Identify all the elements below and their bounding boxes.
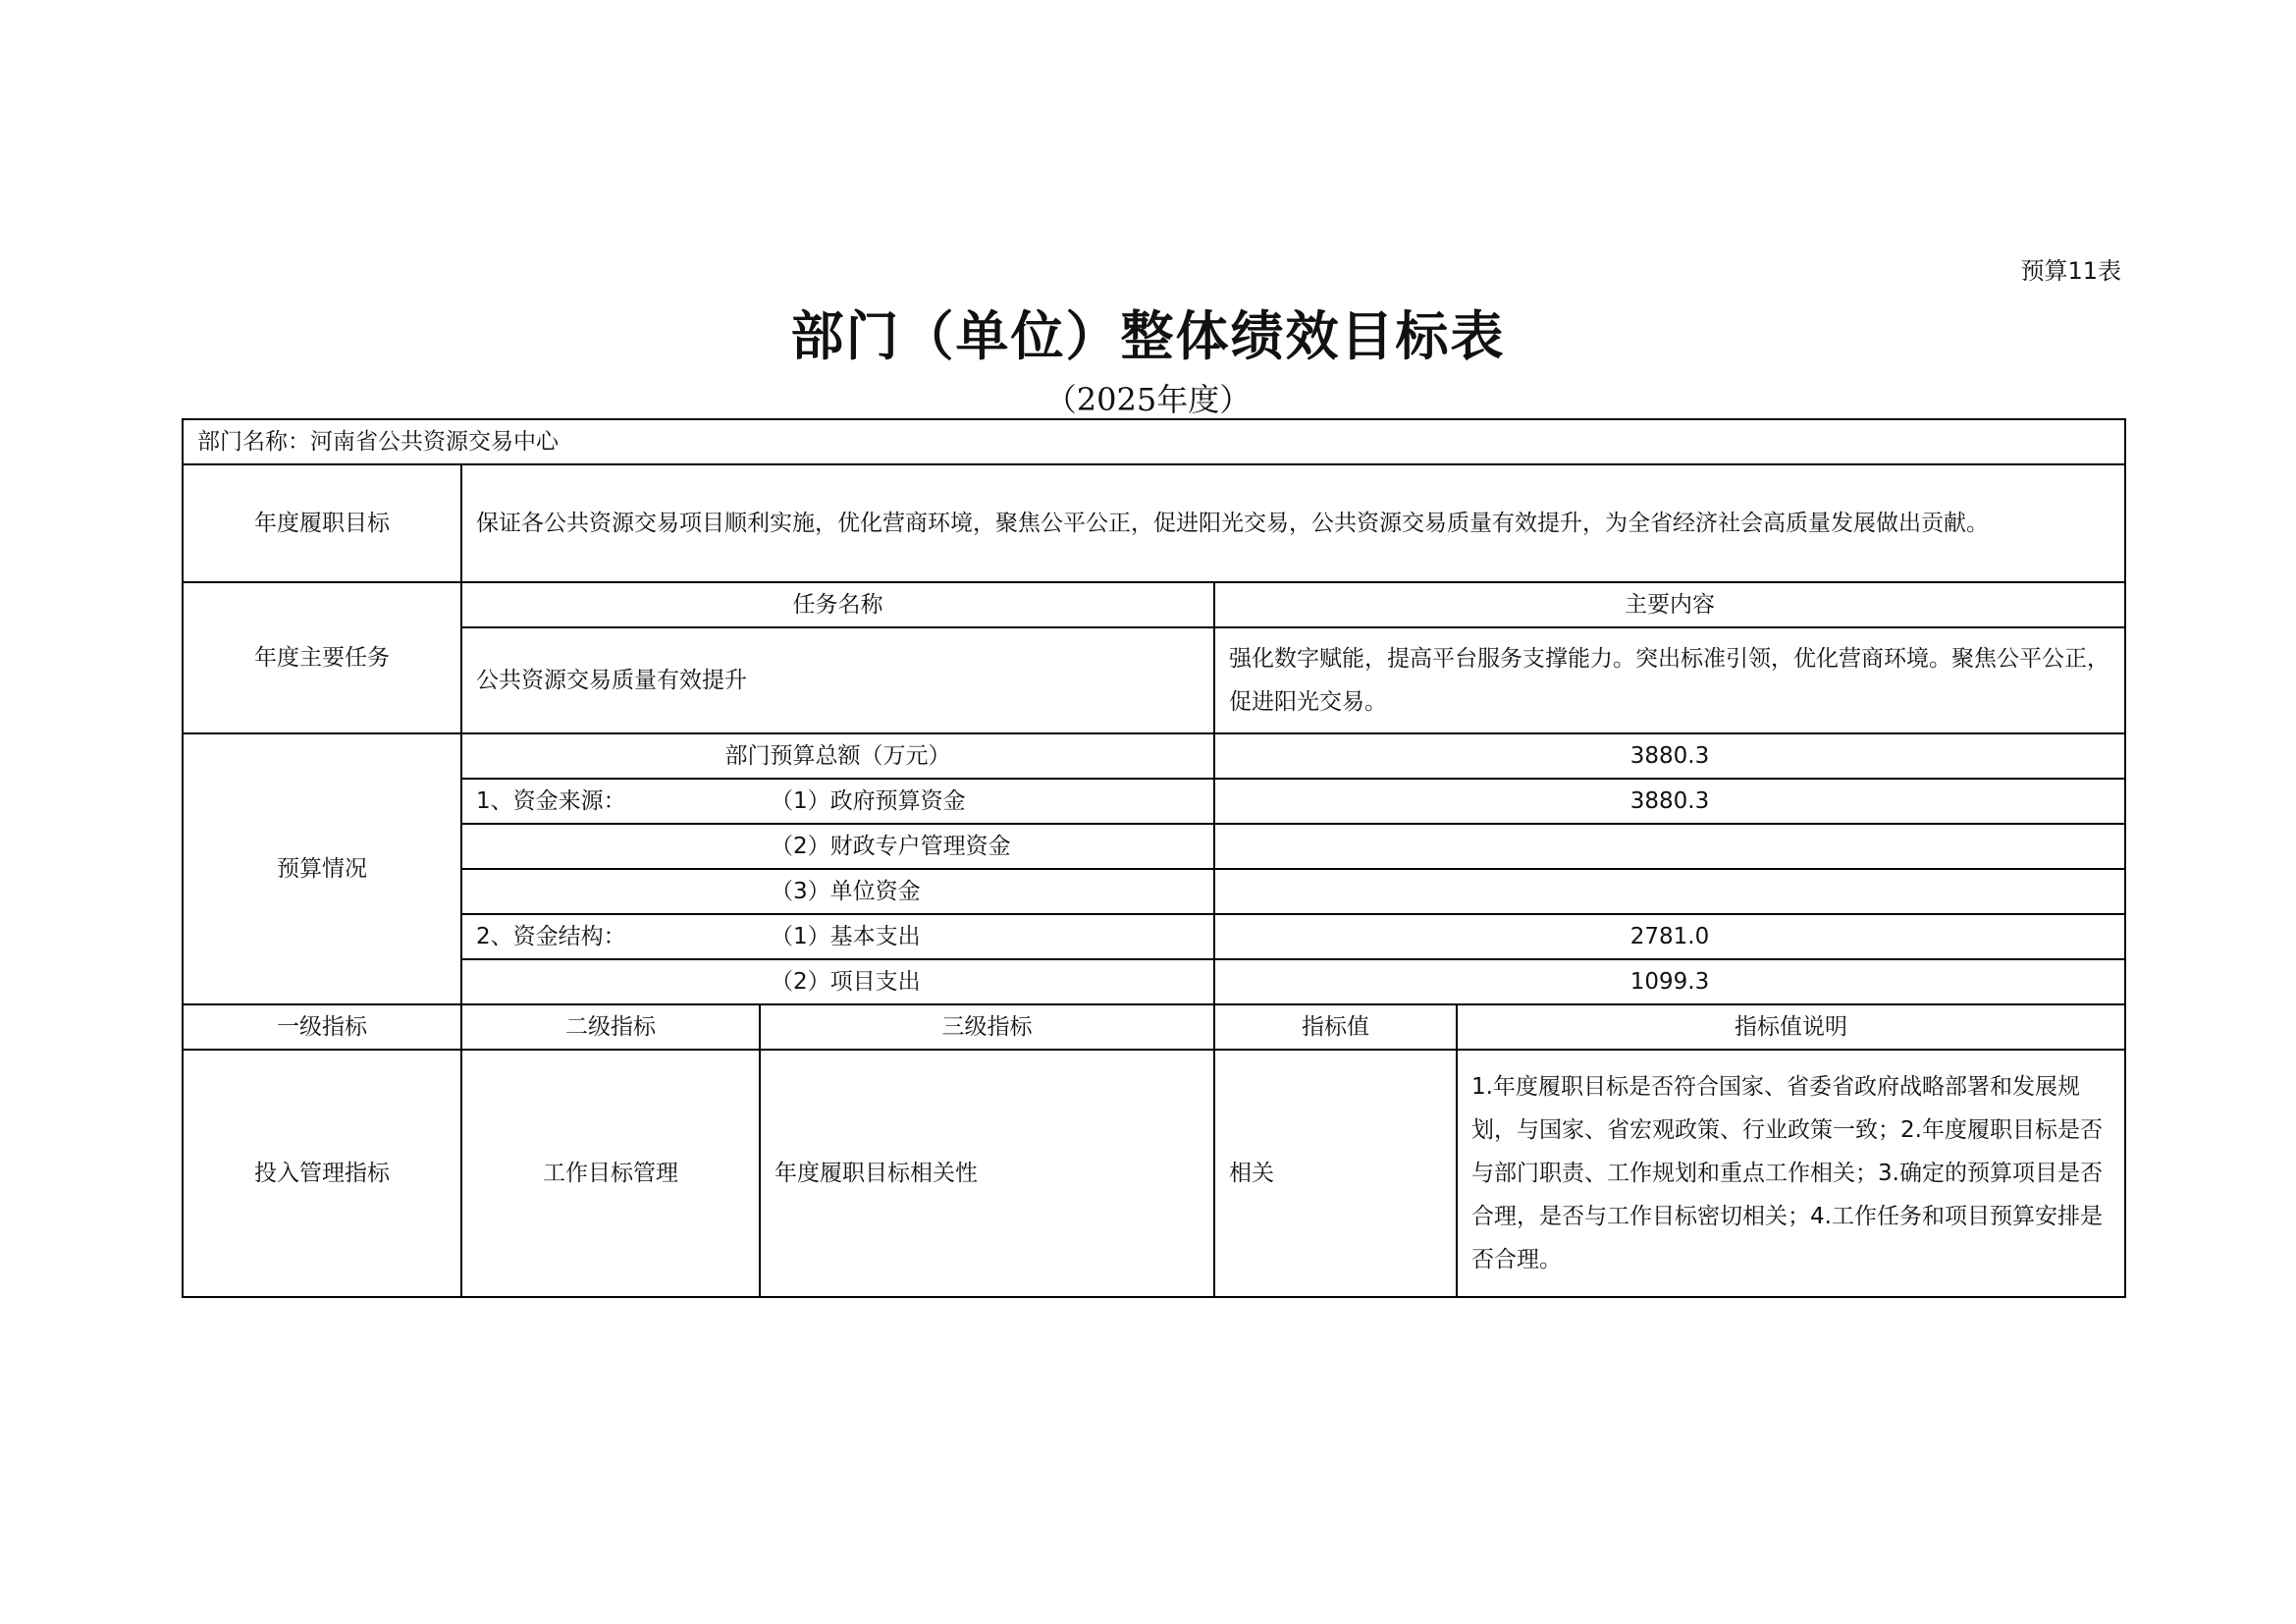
fund-source-item-1: （1）政府预算资金 [771,788,966,814]
indicator-level3: 年度履职目标相关性 [760,1050,1214,1297]
fund-source-row-2 [461,824,1214,869]
task-content-cell: 强化数字赋能，提高平台服务支撑能力。突出标准引领，优化营商环境。聚焦公平公正，促进阳光交易。 [1214,627,2125,733]
budget-total-label: 部门预算总额（万元） [461,733,1214,779]
department-name-row: 部门名称：河南省公共资源交易中心 [183,419,2125,464]
indicator-level1: 投入管理指标 [183,1050,461,1297]
indicator-value: 相关 [1214,1050,1457,1297]
fund-source-label: 1、资金来源： [476,788,626,814]
fund-structure-value-2: 1099.3 [1214,959,2125,1004]
fund-structure-item-2: （2）项目支出 [771,969,921,995]
fund-source-row-3 [461,869,1214,914]
fund-structure-row [461,914,1214,959]
fund-source-row [461,779,1214,824]
annual-goal-text: 保证各公共资源交易项目顺利实施，优化营商环境，聚焦公平公正，促进阳光交易，公共资源交易质量有效提升，为全省经济社会高质量发展做出贡献。 [461,464,2125,582]
indicator-header-value: 指标值 [1214,1004,1457,1050]
budget-label: 预算情况 [183,733,461,1004]
indicator-desc: 1.年度履职目标是否符合国家、省委省政府战略部署和发展规划，与国家、省宏观政策、行业政策一致；2.年度履职目标是否与部门职责、工作规划和重点工作相关；3.确定的预算项目是否合理，是否与工作目标密切相关；4.工作任务和项目预算安排是否合理。 [1457,1050,2125,1297]
fund-source-value-3 [1214,869,2125,914]
indicator-header-level3: 三级指标 [760,1004,1214,1050]
fund-structure-item-1: （1）基本支出 [771,924,921,949]
form-number: 预算11表 [2020,257,2121,285]
task-name-cell: 公共资源交易质量有效提升 [461,627,1214,733]
indicator-header-level1: 一级指标 [183,1004,461,1050]
fund-structure-row-2 [461,959,1214,1004]
fund-source-item-2: （2）财政专户管理资金 [771,834,1011,859]
task-name-header: 任务名称 [461,582,1214,627]
performance-target-table [182,418,2126,1298]
fund-structure-label: 2、资金结构： [476,924,626,949]
main-tasks-label: 年度主要任务 [183,582,461,733]
annual-goal-label: 年度履职目标 [183,464,461,582]
fund-structure-value-1: 2781.0 [1214,914,2125,959]
indicator-level2: 工作目标管理 [461,1050,760,1297]
indicator-header-level2: 二级指标 [461,1004,760,1050]
fund-source-value-1: 3880.3 [1214,779,2125,824]
indicator-header-desc: 指标值说明 [1457,1004,2125,1050]
fund-source-item-3: （3）单位资金 [771,879,921,904]
task-content-header: 主要内容 [1214,582,2125,627]
fund-source-value-2 [1214,824,2125,869]
table-row [183,1050,2125,1297]
page-subtitle: （2025年度） [1044,381,1252,418]
budget-total-value: 3880.3 [1214,733,2125,779]
page-title: 部门（单位）整体绩效目标表 [790,305,1506,367]
